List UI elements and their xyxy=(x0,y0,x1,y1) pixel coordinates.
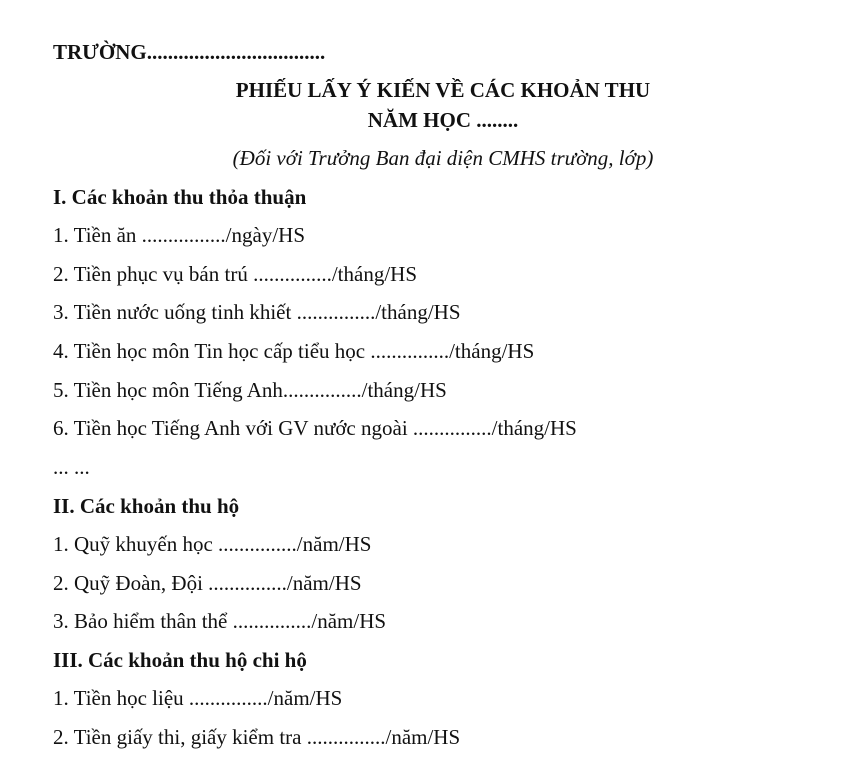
school-name-line: TRƯỜNG.................................. xyxy=(53,40,326,64)
list-item: 5. Tiền học môn Tiếng Anh.............../tháng/HS xyxy=(53,378,447,402)
section-heading-1: I. Các khoản thu thỏa thuận xyxy=(53,185,307,209)
list-item: 1. Tiền học liệu .............../năm/HS xyxy=(53,686,343,710)
document-title: PHIẾU LẤY Ý KIẾN VỀ CÁC KHOẢN THU xyxy=(235,78,651,102)
list-item: 1. Tiền ăn ................/ngày/HS xyxy=(53,223,306,247)
document-subtitle: (Đối với Trưởng Ban đại diện CMHS trường, lớp) xyxy=(232,146,654,170)
list-item: 2. Quỹ Đoàn, Đội .............../năm/HS xyxy=(53,571,362,595)
list-item: 2. Tiền giấy thi, giấy kiểm tra .............../năm/HS xyxy=(53,725,461,749)
section-heading-3: III. Các khoản thu hộ chi hộ xyxy=(53,648,307,672)
section-heading-2: II. Các khoản thu hộ xyxy=(53,494,240,518)
list-item: 1. Quỹ khuyến học .............../năm/HS xyxy=(53,532,372,556)
list-item: 2. Tiền phục vụ bán trú .............../tháng/HS xyxy=(53,262,418,286)
list-item: 3. Bảo hiểm thân thể .............../năm/HS xyxy=(53,609,387,633)
school-year-line: NĂM HỌC ........ xyxy=(367,108,519,132)
list-item: 3. Tiền nước uống tinh khiết .............../tháng/HS xyxy=(53,300,461,324)
ellipsis-line: ... ... xyxy=(53,455,90,479)
list-item: 4. Tiền học môn Tin học cấp tiểu học .............../tháng/HS xyxy=(53,339,535,363)
list-item: 6. Tiền học Tiếng Anh với GV nước ngoài .............../tháng/HS xyxy=(53,416,577,440)
